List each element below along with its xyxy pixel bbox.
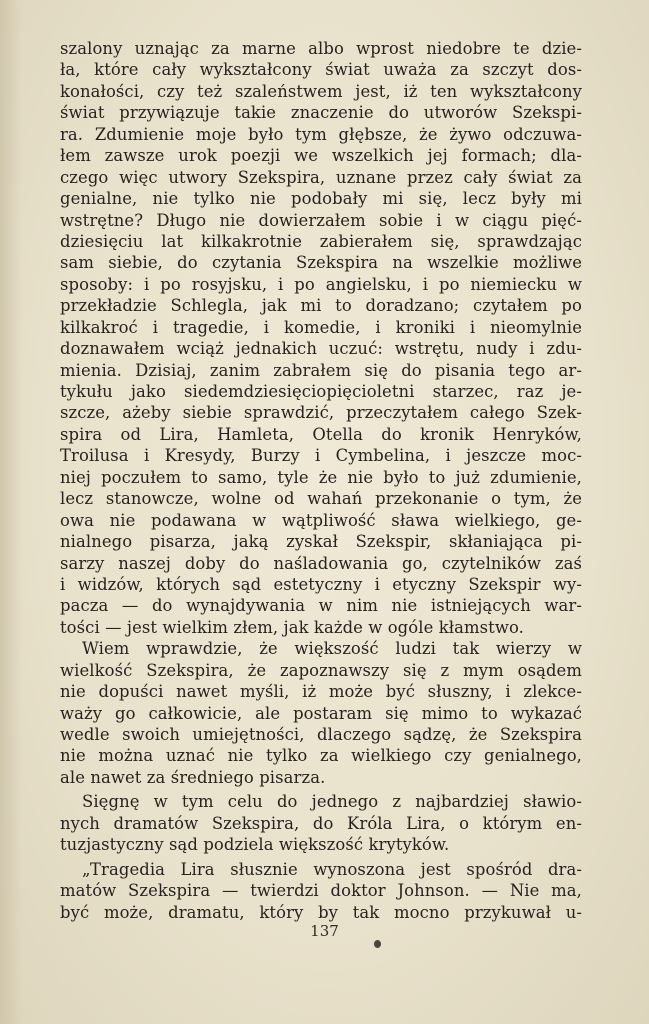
text-line: Wiem wprawdzie, że większość ludzi tak wierzy w <box>82 639 582 659</box>
ink-blot <box>374 940 381 948</box>
text-line: tuzjastyczny sąd podziela większość krytyków. <box>60 835 450 855</box>
text-line: sposoby: i po rosyjsku, i po angielsku, i po niemiecku w <box>60 274 582 294</box>
text-line: tykułu jako siedemdziesięciopięcioletni starzec, raz je- <box>60 382 582 401</box>
text-line: szalony uznając za marne albo wprost niedobre te dzie- <box>60 39 582 58</box>
text-line: szcze, ażeby siebie sprawdzić, przeczytałem całego Szek- <box>60 403 582 423</box>
text-line: nie można uznać nie tylko za wielkiego czy genialnego, <box>60 746 582 766</box>
text-line: nie dopuści nawet myśli, iż może być słuszny, i zlekce- <box>60 682 582 702</box>
text-line: sarzy naszej doby do naśladowania go, czytelników zaś <box>60 553 582 573</box>
text-line: łem zawsze urok poezji we wszelkich jej formach; dla- <box>60 146 582 166</box>
text-line: sam siebie, do czytania Szekspira na wszelkie możliwe <box>60 253 582 273</box>
text-line: „Tragedia Lira słusznie wynoszona jest spośród dra- <box>82 859 582 879</box>
text-line: kilkakroć i tragedie, i komedie, i kroniki i nieomylnie <box>60 317 582 337</box>
text-line: konałości, czy też szaleństwem jest, iż ten wykształcony <box>60 81 582 101</box>
text-line: waży go całkowicie, ale postaram się mimo to wykazać <box>60 703 582 723</box>
text-line: niej poczułem to samo, tyle że nie było to już zdumienie, <box>60 467 582 487</box>
text-line: wielkość Szekspira, że zapoznawszy się z mym osądem <box>60 660 582 680</box>
text-line: wedle swoich umiejętności, dlaczego sądzę, że Szekspira <box>60 725 582 744</box>
text-line: spira od Lira, Hamleta, Otella do kronik Henryków, <box>60 424 582 444</box>
text-line: ra. Zdumienie moje było tym głębsze, że żywo odczuwa- <box>60 124 582 144</box>
text-line: i widzów, których sąd estetyczny i etyczny Szekspir wy- <box>60 574 582 594</box>
text-line: doznawałem wciąż jednakich uczuć: wstrętu, nudy i zdu- <box>60 339 582 359</box>
text-line: ale nawet za średniego pisarza. <box>60 767 326 787</box>
text-line: tości — jest wielkim złem, jak każde w ogóle kłamstwo. <box>60 617 524 637</box>
text-line: czego więc utwory Szekspira, uznane przez cały świat za <box>60 167 582 187</box>
text-line: Sięgnę w tym celu do jednego z najbardziej sławio- <box>82 792 582 812</box>
text-line: wstrętne? Długo nie dowierzałem sobie i w ciągu pięć- <box>60 210 582 230</box>
text-line: genialne, nie tylko nie podobały mi się, lecz były mi <box>60 189 582 209</box>
text-line: mienia. Dzisiaj, zanim zabrałem się do pisania tego ar- <box>60 360 582 380</box>
text-line: przekładzie Schlegla, jak mi to doradzano; czytałem po <box>60 296 582 316</box>
text-line: Troilusa i Kresydy, Burzy i Cymbelina, i jeszcze moc- <box>60 446 582 466</box>
text-line: dziesięciu lat kilkakrotnie zabierałem się, sprawdzając <box>60 231 582 251</box>
text-line: ła, które cały wykształcony świat uważa za szczyt dos- <box>60 60 582 80</box>
body-text <box>60 38 582 923</box>
text-line: nych dramatów Szekspira, do Króla Lira, o którym en- <box>60 813 582 833</box>
text-line: świat przywiązuje takie znaczenie do utworów Szekspi- <box>60 103 582 123</box>
page-number: 137 <box>310 922 339 940</box>
text-line: lecz stanowcze, wolne od wahań przekonanie o tym, że <box>60 489 582 509</box>
text-line: pacza — do wynajdywania w nim nie istniejących war- <box>60 596 582 616</box>
text-line: matów Szekspira — twierdzi doktor Johnson. — Nie ma, <box>60 881 582 901</box>
page-gutter-shadow <box>0 0 22 1024</box>
text-line: być może, dramatu, który by tak mocno przykuwał u- <box>60 902 582 922</box>
text-line: nialnego pisarza, jaką zyskał Szekspir, skłaniająca pi- <box>60 532 582 552</box>
text-line: owa nie podawana w wątpliwość sława wielkiego, ge- <box>60 510 582 530</box>
